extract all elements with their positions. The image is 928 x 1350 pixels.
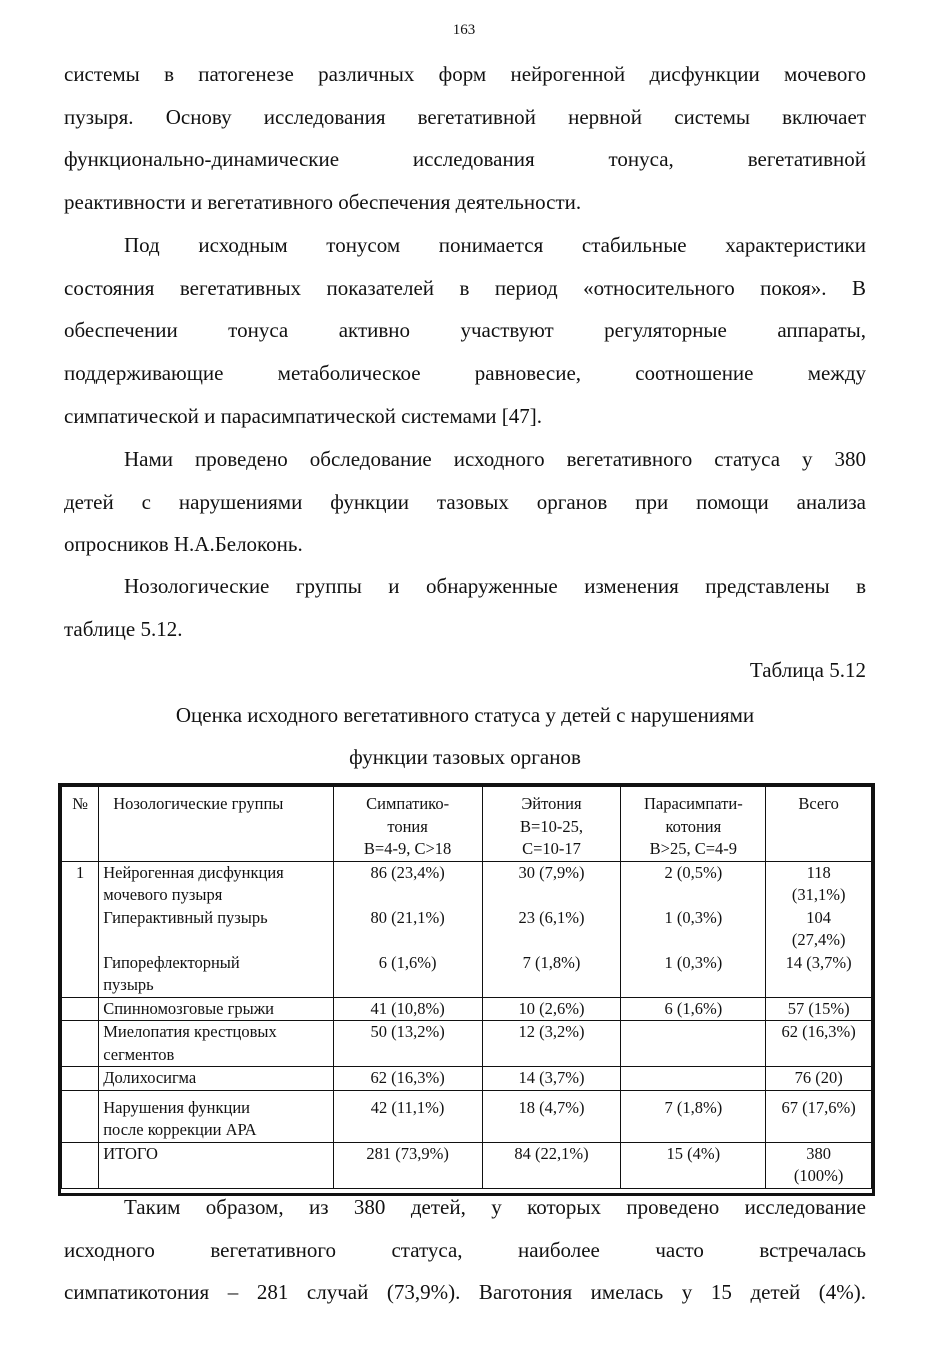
paragraph-4: [64, 565, 866, 650]
paragraph-1: [64, 53, 866, 224]
text-line: обеспечении тонуса активно участвуют регуляторные аппараты,: [64, 318, 866, 343]
header-parasympathicotonia: Парасимпати- котония В>25, С=4-9: [621, 787, 766, 862]
text-line: симпатикотония – 281 случай (73,9%). Ваготония имелась у 15 детей (4%).: [64, 1280, 866, 1305]
paragraph-3: [64, 438, 866, 566]
row-name: Нарушения функции после коррекции АРА: [99, 1090, 333, 1142]
row-name: Спинномозговые грыжи: [99, 997, 333, 1021]
row-sympathicotonia: 42 (11,1%): [333, 1090, 482, 1142]
header-eytonia: Эйтония В=10-25, С=10-17: [482, 787, 621, 862]
row-parasympathicotonia: 15 (4%): [621, 1142, 766, 1188]
table-row: [62, 1067, 872, 1091]
text-line: пузыря. Основу исследования вегетативной нервной системы включает: [64, 104, 866, 129]
row-total: 62 (16,3%): [766, 1021, 872, 1067]
table-row: [62, 1021, 872, 1067]
table-row: [62, 997, 872, 1021]
paragraph-2: [64, 224, 866, 437]
row-eytonia: 14 (3,7%): [482, 1067, 621, 1091]
row-name: Нейрогенная дисфункция мочевого пузыря Гиперактивный пузырь Гипорефлекторный пузырь: [99, 861, 333, 997]
row-name: ИТОГО: [99, 1142, 333, 1188]
row-eytonia: 84 (22,1%): [482, 1142, 621, 1188]
text-line: системы в патогенезе различных форм нейрогенной дисфункции мочевого: [64, 62, 866, 86]
header-sympathicotonia: Симпатико- тония В=4-9, С>18: [333, 787, 482, 862]
row-eytonia: 12 (3,2%): [482, 1021, 621, 1067]
text-line: Таким образом, из 380 детей, у которых проведено исследование: [124, 1195, 866, 1219]
text-line: состояния вегетативных показателей в период «относительного покоя». В: [64, 275, 866, 300]
data-table-frame: [58, 783, 875, 1196]
paragraph-5: [64, 1186, 866, 1314]
row-parasympathicotonia: 2 (0,5%) 1 (0,3%) 1 (0,3%): [621, 861, 766, 997]
row-sympathicotonia: 86 (23,4%) 80 (21,1%) 6 (1,6%): [333, 861, 482, 997]
row-num: 1: [62, 861, 99, 997]
row-name: Миелопатия крестцовых сегментов: [99, 1021, 333, 1067]
text-line: опросников Н.А.Белоконь.: [64, 532, 303, 557]
row-total: 118 (31,1%) 104 (27,4%) 14 (3,7%): [766, 861, 872, 997]
table-row: [62, 1090, 872, 1142]
row-sympathicotonia: 281 (73,9%): [333, 1142, 482, 1188]
table-title: Оценка исходного вегетативного статуса у детей с нарушениями: [175, 703, 755, 727]
row-total: 57 (15%): [766, 997, 872, 1021]
row-parasympathicotonia: 6 (1,6%): [621, 997, 766, 1021]
table-header-row: [62, 787, 872, 862]
row-total: 67 (17,6%): [766, 1090, 872, 1142]
row-sympathicotonia: 62 (16,3%): [333, 1067, 482, 1091]
row-parasympathicotonia: 7 (1,8%): [621, 1090, 766, 1142]
text-line: таблице 5.12.: [64, 616, 183, 641]
text-line: Под исходным тонусом понимается стабильные характеристики: [124, 233, 866, 257]
text-line: симпатической и парасимпатической системами [47].: [64, 403, 542, 428]
row-num: [62, 1142, 99, 1188]
data-table: [61, 786, 872, 1189]
table-row-group1: [62, 861, 872, 997]
row-total: 380 (100%): [766, 1142, 872, 1188]
text-line: Нозологические группы и обнаруженные изменения представлены в: [124, 574, 866, 598]
text-line: Нами проведено обследование исходного вегетативного статуса у 380: [124, 447, 866, 471]
row-sympathicotonia: 41 (10,8%): [333, 997, 482, 1021]
header-total: Всего: [766, 787, 872, 862]
text-line: реактивности и вегетативного обеспечения деятельности.: [64, 190, 582, 215]
table-row-total: [62, 1142, 872, 1188]
table-title-cont: функции тазовых органов: [349, 745, 581, 769]
row-num: [62, 1067, 99, 1091]
row-parasympathicotonia: [621, 1021, 766, 1067]
row-eytonia: 18 (4,7%): [482, 1090, 621, 1142]
header-group: Нозологические группы: [99, 787, 333, 862]
row-num: [62, 1021, 99, 1067]
row-num: [62, 1090, 99, 1142]
page-number: 163: [452, 22, 476, 38]
row-sympathicotonia: 50 (13,2%): [333, 1021, 482, 1067]
row-parasympathicotonia: [621, 1067, 766, 1091]
row-total: 76 (20): [766, 1067, 872, 1091]
text-line: детей с нарушениями функции тазовых органов при помощи анализа: [64, 489, 866, 514]
row-name: Долихосигма: [99, 1067, 333, 1091]
text-line: исходного вегетативного статуса, наиболее часто встречалась: [64, 1237, 866, 1262]
row-num: [62, 997, 99, 1021]
text-line: функционально-динамические исследования тонуса, вегетативной: [64, 147, 866, 172]
header-num: №: [62, 787, 99, 862]
table-label: Таблица 5.12: [749, 658, 866, 682]
row-eytonia: 10 (2,6%): [482, 997, 621, 1021]
row-eytonia: 30 (7,9%) 23 (6,1%) 7 (1,8%): [482, 861, 621, 997]
text-line: поддерживающие метаболическое равновесие, соотношение между: [64, 361, 866, 386]
